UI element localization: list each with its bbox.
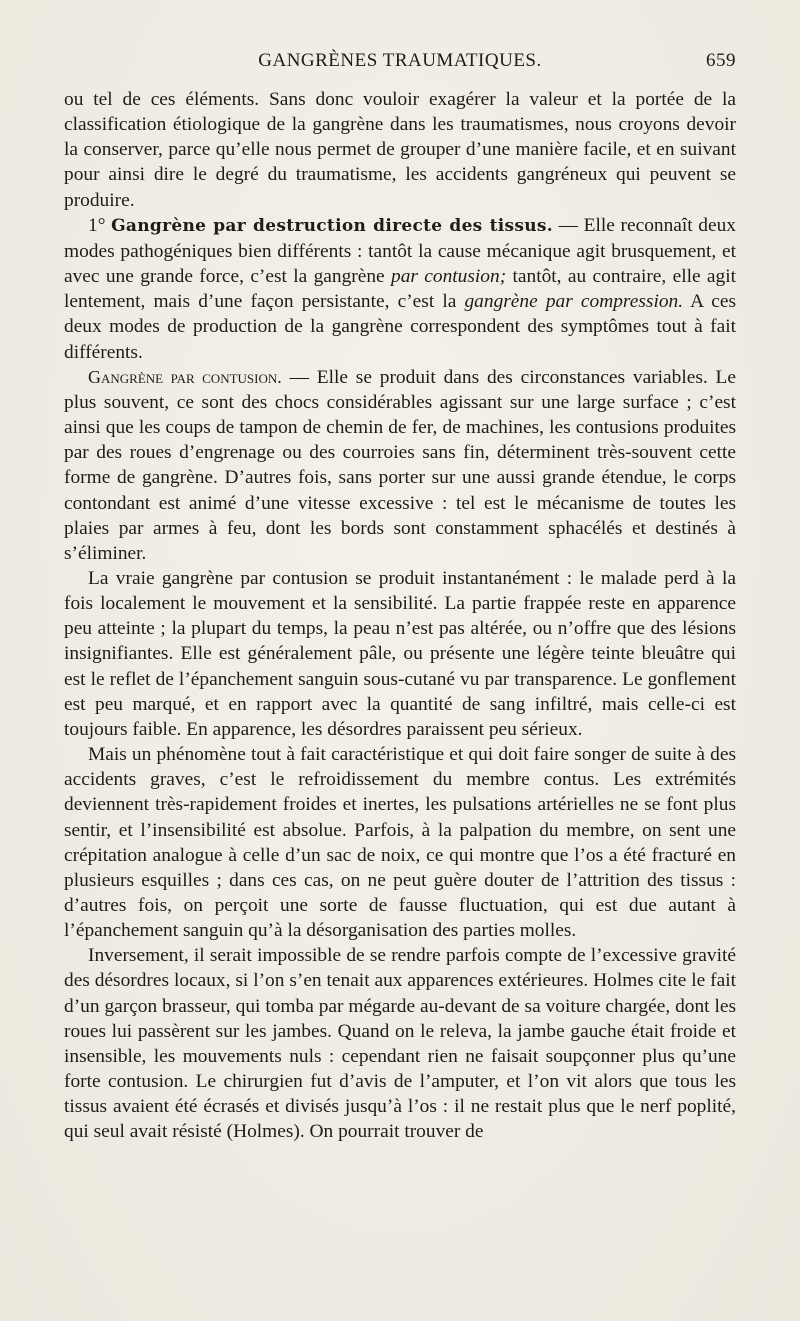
- emphasis-gangrene-par-compression: gangrène par compression.: [464, 291, 684, 313]
- section-title: Gangrène par destruction directe des tissus.: [111, 215, 553, 236]
- emphasis-par-contusion: par contusion;: [391, 266, 507, 288]
- paragraph-2: [64, 213, 736, 365]
- subsection-title: Gangrène par contusion.: [88, 366, 282, 387]
- paragraph-6: Inversement, il serait impossible de se rendre parfois compte de l’excessive gravité des désordres locaux, si l’on s’en tenait aux apparences extérieures. Holmes cite le fait d’un garçon brasseur, qui tomba par mégarde au-devant de sa voiture chargée, dont les roues lui passèrent sur les jambes. Quand on le releva, la jambe gauche était froide et insensible, les mouvements nuls : cependant rien ne faisait soupçonner plus qu’une forte contusion. Le chirurgien fut d’avis de l’amputer, et l’on vit alors que tous les tissus avaient été écrasés et divisés jusqu’à l’os : il ne restait plus que le nerf poplité, qui seul avait résisté (Holmes). On pourrait trouver de: [64, 945, 736, 1143]
- paragraph-2-text-a: — Elle reconnaît deux modes pathogéniques bien différents : tantôt la cause mécanique agit brusquement, et avec une grande force, c’est la gangrène: [64, 214, 736, 288]
- paragraph-3: [64, 365, 736, 566]
- page-number: 659: [706, 50, 736, 71]
- paragraph-1: ou tel de ces éléments. Sans donc vouloir exagérer la valeur et la portée de la classification étiologique de la gangrène dans les traumatismes, nous croyons devoir la conserver, parce qu’elle nous permet de grouper d’une manière facile, et en suivant pour ainsi dire le degré du traumatisme, les accidents gangréneux qui peuvent se produire.: [64, 89, 736, 211]
- paragraph-5: Mais un phénomène tout à fait caractéristique et qui doit faire songer de suite à des accidents graves, c’est le refroidissement du membre contus. Les extrémités deviennent très-rapidement froides et inertes, les pulsations artérielles ne se font plus sentir, et l’insensibilité est absolue. Parfois, à la palpation du membre, on sent une crépitation analogue à celle d’un sac de noix, ce qui montre que l’os a été fracturé en plusieurs esquilles ; dans ces cas, on ne peut guère douter de l’attrition des tissus : d’autres fois, on perçoit une sorte de fausse fluctuation, qui est due autant à l’épanchement sanguin qu’à la désorganisation des parties molles.: [64, 744, 736, 942]
- paragraph-2-text-b: tantôt, au contraire, elle agit lentement, mais d’une façon persistante, c’est la: [64, 266, 737, 313]
- page-header: [64, 50, 736, 80]
- paragraph-3-text: — Elle se produit dans des circonstances variables. Le plus souvent, ce sont des chocs considérables agissant sur une large surface ; c’est ainsi que les coups de tampon de chemin de fer, de machines, les contusions produites par des roues d’engrenage ou des courroies sans fin, déterminent très-souvent cette forme de gangrène. D’autres fois, sans porter sur une aussi grande étendue, le corps contondant est animé d’une vitesse excessive : tel est le mécanisme de toutes les plaies par armes à feu, dont les bords sont constamment sphacélés et destinés à s’éliminer.: [64, 366, 736, 564]
- page-body: [64, 87, 736, 1145]
- running-title: GANGRÈNES TRAUMATIQUES.: [258, 50, 542, 71]
- paragraph-4: La vraie gangrène par contusion se produit instantanément : le malade perd à la fois localement le mouvement et la sensibilité. La partie frappée reste en apparence peu atteinte ; la plupart du temps, la peau n’est pas altérée, ou n’offre que des lésions insignifiantes. Elle est généralement pâle, ou présente une légère teinte bleuâtre qui est le reflet de l’épanchement sanguin sous-cutané vu par transparence. Le gonflement est peu marqué, et en rapport avec la quantité de sang infiltré, mais celle-ci est toujours faible. En apparence, les désordres paraissent peu sérieux.: [64, 567, 736, 740]
- paragraph-2-text-c: A ces deux modes de production de la gangrène correspondent des symptômes tout à fait différents.: [64, 291, 736, 363]
- section-number: 1°: [88, 214, 106, 236]
